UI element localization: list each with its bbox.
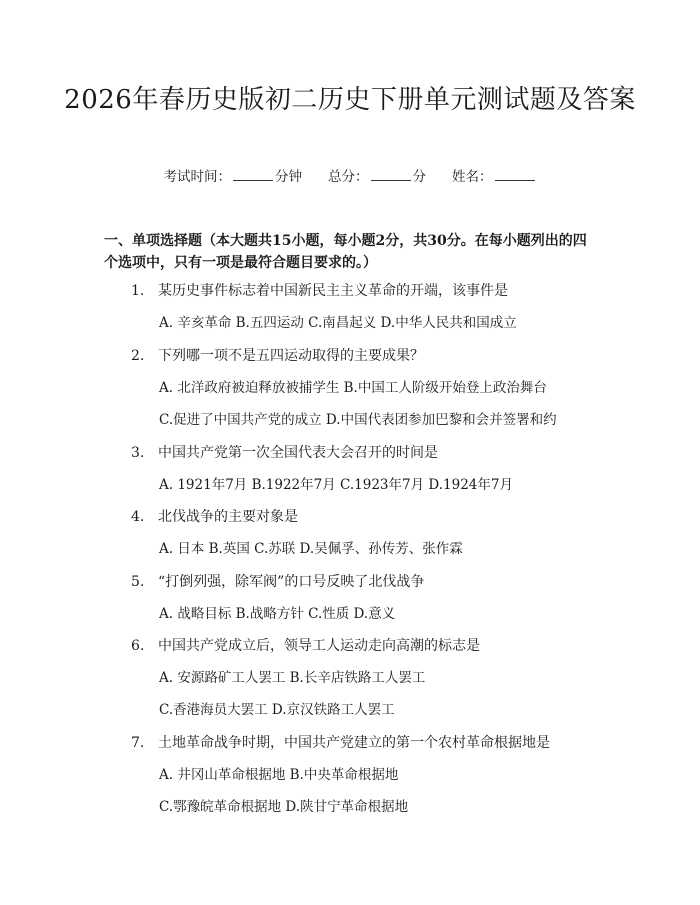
- question-number: 5.: [131, 574, 145, 590]
- question-number: 6.: [131, 638, 145, 654]
- total-score-label: 总分：: [328, 169, 369, 185]
- question-number: 3.: [131, 445, 145, 461]
- question-stem: 土地革命战争时期，中国共产党建立的第一个农村革命根据地是: [158, 735, 550, 751]
- question-4-options: A. 日本 B.英国 C.苏联 D.吴佩孚、孙传芳、张作霖: [159, 541, 463, 557]
- question-2-options-line-1: A. 北洋政府被迫释放被捕学生 B.中国工人阶级开始登上政治舞台: [159, 380, 547, 396]
- exam-time-label: 考试时间：: [163, 169, 231, 185]
- section-heading: 一、单项选择题（本大题共15小题，每小题2分，共30分。在每小题列出的四个选项中，只有一项是最符合题目要求的。）: [104, 233, 587, 271]
- exam-time-unit: 分钟: [275, 169, 302, 185]
- exam-time-blank: [233, 166, 273, 181]
- question-number: 4.: [131, 509, 145, 525]
- question-3-options: A. 1921年7月 B.1922年7月 C.1923年7月 D.1924年7月: [159, 477, 513, 493]
- question-5-options: A. 战略目标 B.战略方针 C.性质 D.意义: [159, 606, 396, 622]
- student-name-label: 姓名：: [452, 169, 493, 185]
- question-stem: 北伐战争的主要对象是: [158, 509, 298, 525]
- question-number: 1.: [131, 283, 145, 299]
- question-7-options-line-2: C.鄂豫皖革命根据地 D.陕甘宁革命根据地: [159, 799, 409, 815]
- question-stem: 下列哪一项不是五四运动取得的主要成果？: [158, 348, 424, 364]
- question-stem: “打倒列强，除军阀”的口号反映了北伐战争: [158, 574, 425, 590]
- page-title: 2026年春历史版初二历史下册单元测试题及答案: [64, 85, 636, 115]
- question-stem: 中国共产党成立后，领导工人运动走向高潮的标志是: [158, 638, 480, 654]
- question-stem: 中国共产党第一次全国代表大会召开的时间是: [158, 445, 438, 461]
- question-2-options-line-2: C.促进了中国共产党的成立 D.中国代表团参加巴黎和会并签署和约: [159, 412, 557, 428]
- question-1-options: A. 辛亥革命 B.五四运动 C.南昌起义 D.中华人民共和国成立: [159, 315, 517, 331]
- exam-info-line: [0, 166, 700, 187]
- question-6-options-line-2: C.香港海员大罢工 D.京汉铁路工人罢工: [159, 702, 395, 718]
- question-7-options-line-1: A. 井冈山革命根据地 B.中央革命根据地: [159, 767, 399, 783]
- question-number: 7.: [131, 735, 145, 751]
- question-stem: 某历史事件标志着中国新民主主义革命的开端，该事件是: [158, 283, 508, 299]
- question-number: 2.: [131, 348, 145, 364]
- total-score-unit: 分: [412, 169, 426, 185]
- question-6-options-line-1: A. 安源路矿工人罢工 B.长辛店铁路工人罢工: [159, 670, 426, 686]
- total-score-blank: [371, 166, 411, 181]
- student-name-blank: [495, 166, 535, 181]
